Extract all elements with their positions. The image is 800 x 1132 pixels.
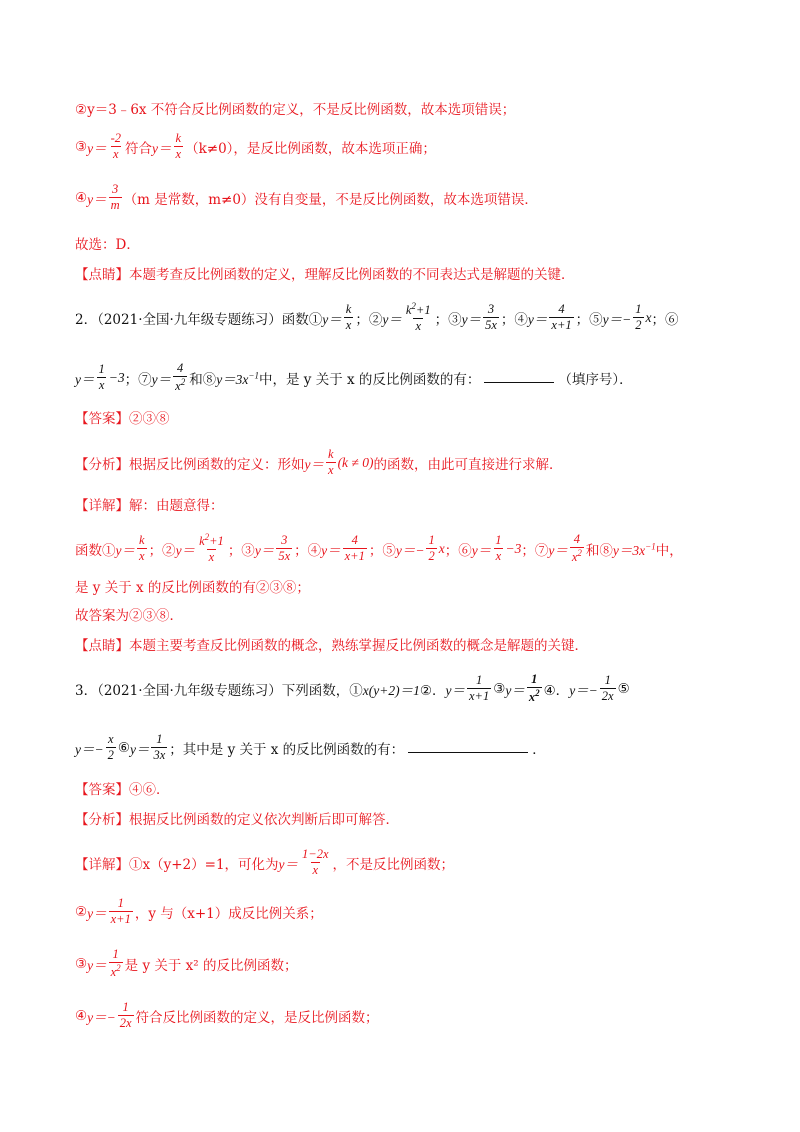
fraction: $\frac{k^2+1}{x}$ xyxy=(199,532,224,565)
fraction: $\frac{k}{x}$ xyxy=(328,447,334,478)
detail-text: 【详解】解：由题意得： xyxy=(75,498,224,514)
answer-blank[interactable] xyxy=(484,372,554,383)
sep: ；⑤ xyxy=(575,311,603,328)
eq-y: y＝ xyxy=(254,542,275,558)
sep: 中， xyxy=(655,542,683,559)
solution-text: （k≠0），是反比例函数，故本选项正确； xyxy=(185,140,436,157)
text-fits: 符合 xyxy=(125,140,153,157)
eq-x: x xyxy=(438,540,445,556)
fraction: $\frac{1}{2}$ xyxy=(428,533,435,564)
eq-y: y＝ xyxy=(75,371,95,387)
fraction: $\frac{1}{3x}$ xyxy=(153,732,166,763)
eq-y: y＝ xyxy=(471,542,492,558)
question-2-head: 2．（2021·全国·九年级专题练习）函数① xyxy=(75,311,323,328)
question-3-line-1 xyxy=(75,673,740,704)
eq-y: y＝ xyxy=(115,542,135,558)
comment-text: 【点睛】本题主要考查反比例函数的概念，熟练掌握反比例函数的概念是解题的关键． xyxy=(75,638,588,654)
answer-line xyxy=(75,407,740,427)
fraction: $\frac{3}{5x}$ xyxy=(485,302,497,333)
detail-text: 函数① xyxy=(75,542,116,559)
sep: ；③ xyxy=(227,542,255,559)
eq-y: y＝ xyxy=(87,140,107,156)
question-2-hint: （填序号）． xyxy=(558,371,633,388)
eq-x: x xyxy=(645,309,652,325)
eq-y: y＝ xyxy=(87,905,107,921)
detail-text: 故答案为②③⑧． xyxy=(75,608,183,624)
sep: ；⑥ xyxy=(444,542,472,559)
eq-minus3: −3 xyxy=(505,540,522,556)
solution-line-4 xyxy=(75,183,740,212)
fraction: $\frac{1}{x+1}$ xyxy=(110,896,131,927)
eq-y: y＝ xyxy=(445,682,465,698)
fraction-k-over-x: $\frac{k}{x}$ xyxy=(175,131,182,162)
question-3-line-2 xyxy=(75,733,740,762)
eq-y: y＝− xyxy=(395,542,425,558)
eq-y: y＝− xyxy=(569,682,598,698)
sep: ；⑦ xyxy=(124,371,152,388)
answer-text: 【答案】④⑥． xyxy=(75,782,170,798)
answer-blank[interactable] xyxy=(408,742,528,753)
sep: ；② xyxy=(355,311,383,328)
circled-4: ④ xyxy=(75,1007,88,1024)
question-2-prompt: 中，是 y 关于 x 的反比例函数的有： xyxy=(259,371,481,388)
condition: (k ≠ 0) xyxy=(337,454,374,470)
solution-line-2 xyxy=(75,98,740,118)
fraction: $\frac{4}{x^2}$ xyxy=(571,532,582,565)
solution-line-3 xyxy=(75,132,740,161)
comment-line-2 xyxy=(75,634,740,654)
fraction: $\frac{1-2x}{x}$ xyxy=(302,847,329,878)
sep: ；⑤ xyxy=(368,542,396,559)
fraction: $\frac{k}{x}$ xyxy=(139,533,145,564)
circled-4: ④ xyxy=(75,189,88,206)
detail-line-3b xyxy=(75,897,740,926)
question-3-prompt: ；其中是 y 关于 x 的反比例函数的有： xyxy=(169,741,405,758)
detail-text: 符合反比例函数的定义，是反比例函数； xyxy=(135,1009,379,1026)
detail-line-3 xyxy=(75,848,740,877)
detail-text: ，y 与（x+1）成反比例关系； xyxy=(134,905,323,922)
fraction: $\frac{4}{x+1}$ xyxy=(344,533,365,564)
eq-y: y＝ xyxy=(152,140,172,156)
detail-text: ，不是反比例函数； xyxy=(332,856,455,873)
fraction: $\frac{1}{x^2}$ xyxy=(110,947,121,980)
eq-1: x(y+2)＝1 xyxy=(362,682,420,698)
fraction: $\frac{1}{2x}$ xyxy=(601,673,614,704)
question-3-head: 3．（2021·全国·九年级专题练习）下列函数，① xyxy=(75,682,363,699)
comment-line xyxy=(75,263,740,283)
eq-y: y＝ xyxy=(304,456,324,472)
eq-y: y＝ xyxy=(87,957,107,973)
detail-line-3d xyxy=(75,1001,740,1030)
eq-y: y＝− xyxy=(602,311,632,327)
fraction: $\frac{1}{2x}$ xyxy=(119,1000,132,1031)
eq-y: y＝ xyxy=(175,542,196,558)
circled-2: ② xyxy=(75,903,88,920)
detail-functions-line xyxy=(75,533,740,564)
eq-8: $y=3x^{-1}$ xyxy=(612,541,656,558)
fraction: $\frac{1}{x}$ xyxy=(98,362,105,393)
answer-text: 【答案】②③⑧ xyxy=(75,411,170,427)
comment-text: 【点睛】本题考查反比例函数的定义，理解反比例函数的不同表达式是解题的关键． xyxy=(75,267,575,283)
eq-y: y＝ xyxy=(151,371,172,387)
fraction: $\frac{1}{x^2}$ xyxy=(528,672,540,705)
choice-line xyxy=(75,233,740,253)
detail-text: 【详解】①x（y+2）=1，可化为 xyxy=(75,856,279,873)
detail-line-3c xyxy=(75,948,740,979)
eq-y: y＝ xyxy=(87,191,107,207)
fraction: $\frac{4}{x^2}$ xyxy=(175,361,186,394)
sep: ；② xyxy=(148,542,176,559)
sep: 和⑧ xyxy=(585,542,613,559)
fraction: $\frac{1}{x}$ xyxy=(495,533,502,564)
fraction: $\frac{k}{x}$ xyxy=(345,302,352,333)
fraction: $\frac{1}{2}$ xyxy=(635,302,642,333)
eq-minus3: −3 xyxy=(108,369,125,385)
fraction: $\frac{1}{x+1}$ xyxy=(468,673,490,704)
analysis-text: 【分析】根据反比例函数的定义：形如 xyxy=(75,456,305,473)
eq-y: y＝ xyxy=(322,311,342,327)
analysis-line-3 xyxy=(75,808,740,828)
sep: ． xyxy=(532,741,546,758)
detail-text: 是 y 关于 x² 的反比例函数； xyxy=(124,957,298,974)
solution-text: （m 是常数，m≠0）没有自变量，不是反比例函数，故本选项错误． xyxy=(123,191,538,208)
eq-y: y＝ xyxy=(505,682,525,698)
eq-8: $y=3x^{-1}$ xyxy=(216,370,259,387)
circled-3: ③ xyxy=(75,138,88,155)
eq-y: y＝ xyxy=(382,311,402,327)
fraction-3-over-m: $\frac{3}{m}$ xyxy=(110,182,120,213)
eq-y: y＝ xyxy=(129,741,150,757)
solution-text: ②y＝3﹣6x 不符合反比例函数的定义，不是反比例函数，故本选项错误； xyxy=(75,102,516,118)
fraction: $\frac{3}{5x}$ xyxy=(278,533,291,564)
sep: ；④ xyxy=(294,542,322,559)
detail-conclusion-line xyxy=(75,576,740,596)
fraction: $\frac{k^2+1}{x}$ xyxy=(405,301,431,334)
sep: 和⑧ xyxy=(189,371,217,388)
sep: ；⑦ xyxy=(521,542,549,559)
eq-y: y＝ xyxy=(461,311,482,327)
detail-answer-line xyxy=(75,604,740,624)
question-2-line-1 xyxy=(75,302,740,333)
eq-y: y＝ xyxy=(321,542,341,558)
detail-text: 是 y 关于 x 的反比例函数的有②③⑧； xyxy=(75,580,310,596)
sep: ③ xyxy=(493,680,506,697)
eq-y: y＝− xyxy=(75,741,104,757)
fraction: $\frac{4}{x+1}$ xyxy=(551,302,572,333)
eq-y: y＝− xyxy=(87,1009,116,1025)
eq-y: y＝ xyxy=(278,856,299,872)
fraction: $\frac{x}{2}$ xyxy=(107,732,114,763)
sep: ⑥ xyxy=(117,739,130,756)
choice-text: 故选：D． xyxy=(75,237,140,253)
analysis-text: 【分析】根据反比例函数的定义依次判断后即可解答． xyxy=(75,812,399,828)
analysis-text: 的函数，由此可直接进行求解． xyxy=(373,456,563,473)
analysis-line xyxy=(75,448,740,477)
sep: ；④ xyxy=(500,311,528,328)
question-2-line-2 xyxy=(75,362,740,393)
eq-y: y＝ xyxy=(527,311,548,327)
sep: ；③ xyxy=(434,311,462,328)
circled-3: ③ xyxy=(75,955,88,972)
sep: ②． xyxy=(419,682,446,699)
fraction-neg2-over-x: $\frac{-2}{x}$ xyxy=(110,131,122,162)
sep: ⑤ xyxy=(617,680,630,697)
answer-line-3 xyxy=(75,778,740,798)
eq-y: y＝ xyxy=(548,542,568,558)
sep: ；⑥ xyxy=(651,311,679,328)
detail-line xyxy=(75,494,740,514)
sep: ④． xyxy=(543,682,570,699)
